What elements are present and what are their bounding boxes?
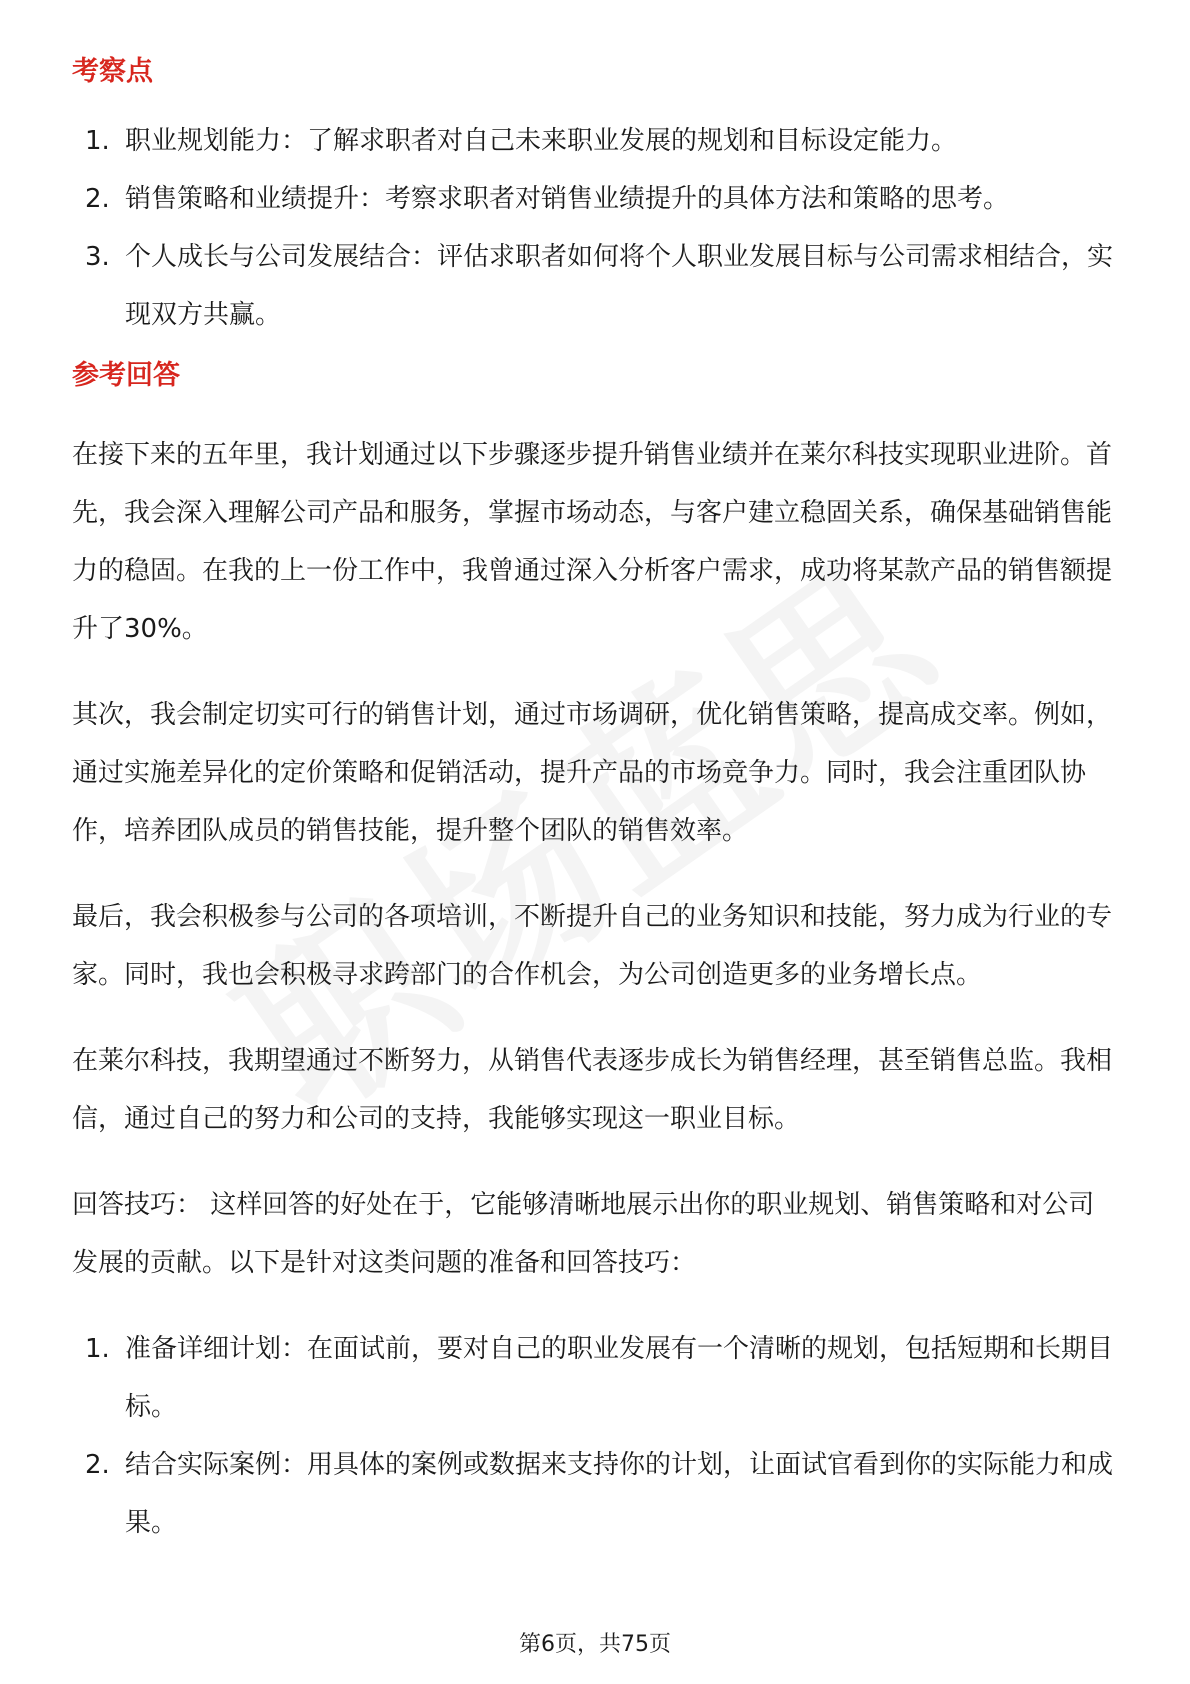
section-title-focus: 考察点 xyxy=(72,56,153,87)
page-number-footer: 第6页，共75页 xyxy=(519,1632,671,1657)
answer-paragraph: 在莱尔科技，我期望通过不断努力，从销售代表逐步成长为销售经理，甚至销售总监。我相信，通过自己的努力和公司的支持，我能够实现这一职业目标。 xyxy=(72,1046,1113,1134)
list-item xyxy=(72,1436,1118,1552)
list-item-text: 个人成长与公司发展结合：评估求职者如何将个人职业发展目标与公司需求相结合，实现双方共赢。 xyxy=(125,242,1114,330)
document-page xyxy=(72,42,1118,1552)
section-title-answer: 参考回答 xyxy=(72,360,180,391)
list-number: 2. xyxy=(85,184,110,214)
tips-intro-paragraph: 回答技巧： 这样回答的好处在于，它能够清晰地展示出你的职业规划、销售策略和对公司发展的贡献。以下是针对这类问题的准备和回答技巧： xyxy=(72,1190,1095,1278)
list-item-text: 结合实际案例：用具体的案例或数据来支持你的计划，让面试官看到你的实际能力和成果。 xyxy=(125,1450,1114,1538)
list-item-text: 准备详细计划：在面试前，要对自己的职业发展有一个清晰的规划，包括短期和长期目标。 xyxy=(125,1334,1114,1422)
list-item-text: 销售策略和业绩提升：考察求职者对销售业绩提升的具体方法和策略的思考。 xyxy=(125,184,1010,214)
list-item xyxy=(72,170,1118,228)
answer-paragraph: 最后，我会积极参与公司的各项培训，不断提升自己的业务知识和技能，努力成为行业的专家。同时，我也会积极寻求跨部门的合作机会，为公司创造更多的业务增长点。 xyxy=(72,902,1113,990)
focus-list xyxy=(72,112,1118,344)
list-item xyxy=(72,112,1118,170)
list-number: 1. xyxy=(85,1334,110,1364)
list-item-text: 职业规划能力：了解求职者对自己未来职业发展的规划和目标设定能力。 xyxy=(125,126,958,156)
tips-list xyxy=(72,1320,1118,1552)
answer-paragraph: 其次，我会制定切实可行的销售计划，通过市场调研，优化销售策略，提高成交率。例如，通过实施差异化的定价策略和促销活动，提升产品的市场竞争力。同时，我会注重团队协作，培养团队成员的销售技能，提升整个团队的销售效率。 xyxy=(72,700,1113,846)
list-number: 2. xyxy=(85,1450,110,1480)
list-number: 3. xyxy=(85,242,110,272)
list-item xyxy=(72,1320,1118,1436)
answer-paragraph: 在接下来的五年里，我计划通过以下步骤逐步提升销售业绩并在莱尔科技实现职业进阶。首先，我会深入理解公司产品和服务，掌握市场动态，与客户建立稳固关系，确保基础销售能力的稳固。在我的上一份工作中，我曾通过深入分析客户需求，成功将某款产品的销售额提升了30%。 xyxy=(72,440,1113,644)
list-number: 1. xyxy=(85,126,110,156)
list-item xyxy=(72,228,1118,344)
